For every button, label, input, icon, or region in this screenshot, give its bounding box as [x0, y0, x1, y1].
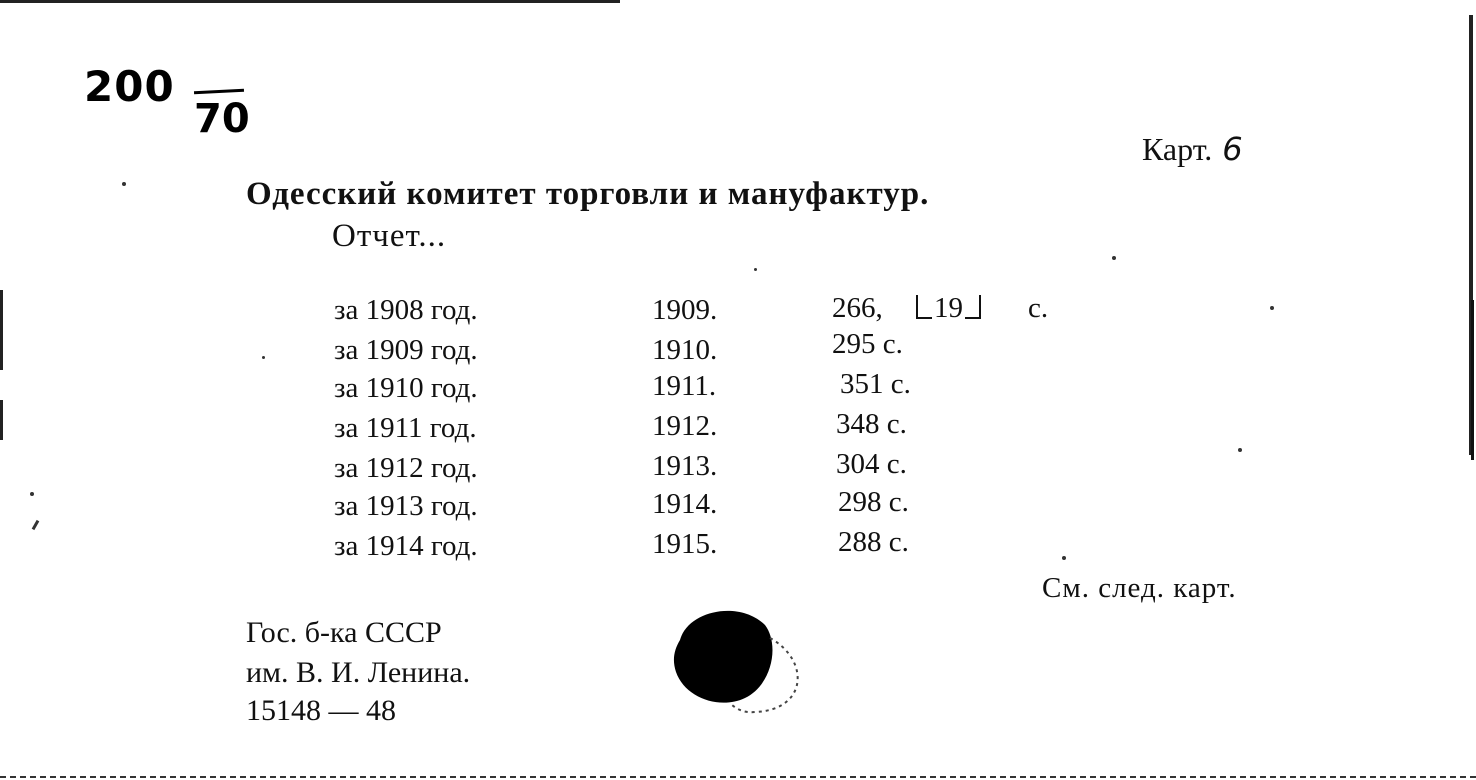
- report-pages: 304 с.: [836, 448, 907, 480]
- speck: [122, 182, 126, 186]
- card-top-edge: [0, 0, 620, 3]
- report-year: за 1909 год.: [334, 334, 478, 366]
- card-right-edge-dark: [1471, 300, 1474, 460]
- see-next-card: См. след. карт.: [1042, 572, 1237, 604]
- library-stamp-line3: 15148 — 48: [246, 694, 396, 727]
- entry-subtitle: Отчет...: [332, 218, 447, 254]
- report-pages: 266,: [832, 292, 883, 324]
- bracket-right: [965, 295, 981, 319]
- report-year: за 1914 год.: [334, 530, 478, 562]
- speck: [754, 268, 757, 271]
- report-pages: 351 с.: [840, 368, 911, 400]
- speck: [30, 492, 34, 496]
- card-left-edge-lower: [0, 400, 3, 440]
- entry-title: Одесский комитет торговли и мануфактур.: [246, 176, 930, 212]
- handwritten-fraction-bar: [194, 89, 244, 95]
- speck: [1062, 556, 1066, 560]
- speck: [262, 356, 265, 359]
- punched-hole-mark: [660, 600, 820, 730]
- report-published: 1911.: [652, 370, 717, 402]
- bracketed-pages-unit: с.: [1028, 292, 1049, 324]
- report-published: 1914.: [652, 488, 718, 520]
- bracketed-pages: [916, 292, 981, 325]
- report-published: 1909.: [652, 294, 718, 326]
- report-published: 1910.: [652, 334, 718, 366]
- handwritten-number-bottom: 70: [194, 96, 250, 142]
- report-year: за 1908 год.: [334, 294, 478, 326]
- handwritten-number-top: 200: [84, 62, 175, 111]
- report-published: 1912.: [652, 410, 718, 442]
- card-label-number: 6: [1222, 130, 1243, 168]
- card-label-prefix: Карт.: [1142, 131, 1213, 167]
- report-year: за 1912 год.: [334, 452, 478, 484]
- report-pages: 298 с.: [838, 486, 909, 518]
- speck: [1112, 256, 1116, 260]
- bracket-number: 19: [934, 292, 963, 324]
- card-label: [1142, 130, 1243, 168]
- library-stamp-line2: им. В. И. Ленина.: [246, 656, 471, 689]
- report-year: за 1911 год.: [334, 412, 477, 444]
- speck: [32, 520, 40, 530]
- bracket-left: [916, 295, 932, 319]
- speck: [1238, 448, 1242, 452]
- report-published: 1913.: [652, 450, 718, 482]
- speck: [1270, 306, 1274, 310]
- library-stamp-line1: Гос. б-ка СССР: [246, 616, 442, 649]
- report-pages: 295 с.: [832, 328, 903, 360]
- card-bottom-edge: [0, 776, 1476, 778]
- report-year: за 1913 год.: [334, 490, 478, 522]
- report-year: за 1910 год.: [334, 372, 478, 404]
- report-pages: 288 с.: [838, 526, 909, 558]
- report-published: 1915.: [652, 528, 718, 560]
- report-pages: 348 с.: [836, 408, 907, 440]
- card-left-edge: [0, 290, 3, 370]
